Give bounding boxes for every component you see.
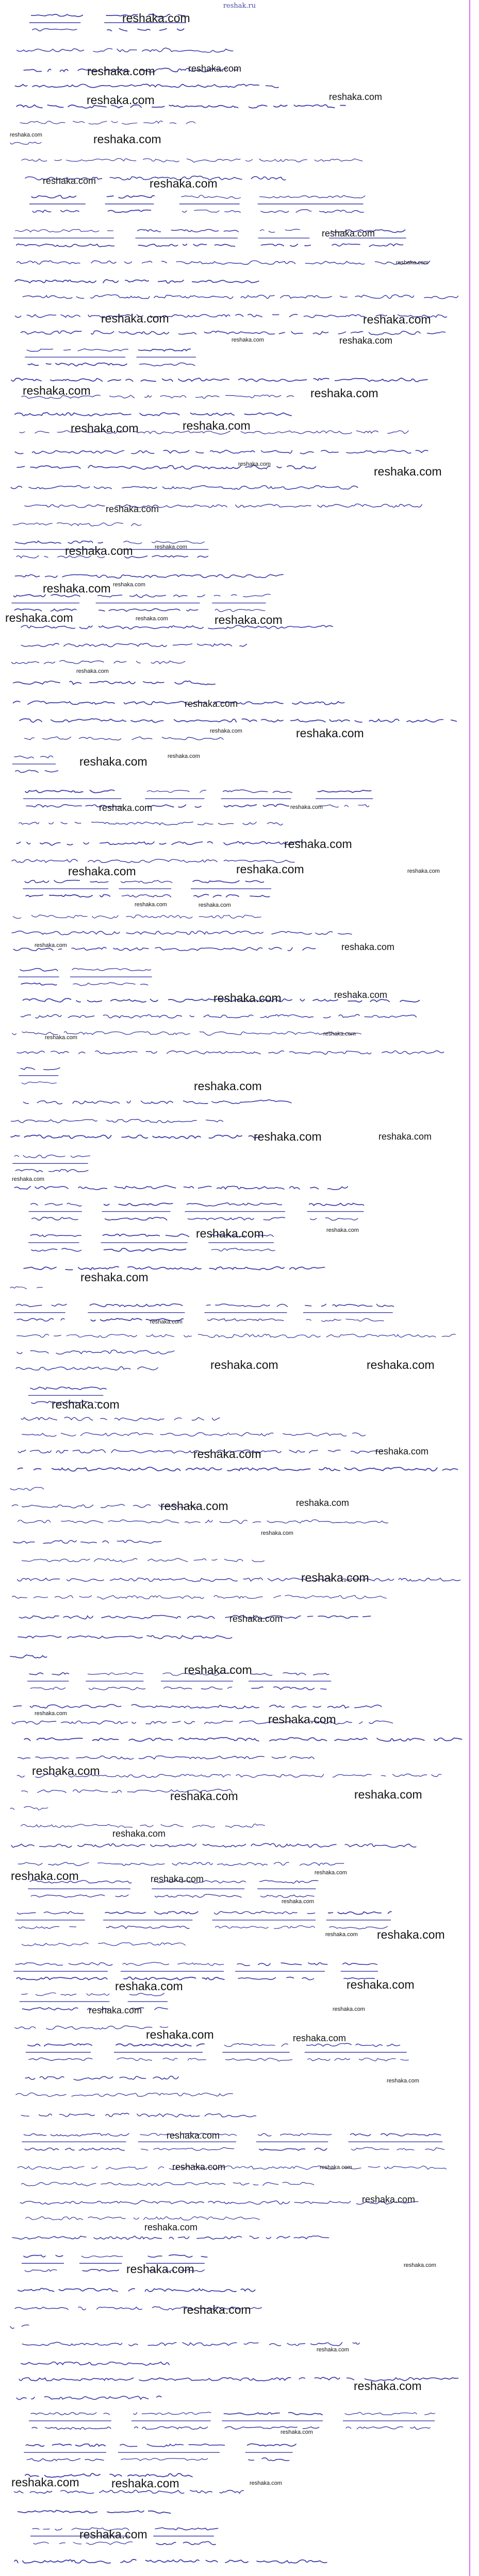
watermark-text: reshaka.com [5, 611, 73, 624]
watermark-text: reshaka.com [146, 2028, 214, 2041]
watermark-text: reshaka.com [167, 2130, 220, 2141]
watermark-text: reshaka.com [375, 1446, 429, 1456]
watermark-text: reshaka.com [43, 582, 111, 595]
watermark-text: reshaka.com [210, 1358, 278, 1371]
watermark-text: reshaka.com [333, 2006, 365, 2012]
watermark-text: reshaka.com [404, 2262, 436, 2268]
watermark-text: reshaka.com [89, 2005, 142, 2015]
watermark-text: reshaka.com [378, 1131, 432, 1142]
watermark-text: reshaka.com [185, 699, 238, 709]
watermark-text: reshaka.com [35, 1710, 67, 1717]
watermark-text: reshaka.com [362, 2194, 416, 2205]
watermark-text: reshaka.com [183, 419, 251, 432]
watermark-text: reshaka.com [329, 92, 383, 102]
watermark-text: reshaka.com [106, 504, 159, 514]
watermark-text: reshaka.com [150, 177, 218, 190]
watermark-text: reshaka.com [322, 228, 375, 239]
watermark-text: reshaka.com [346, 1978, 415, 1991]
watermark-text: reshaka.com [79, 2528, 147, 2541]
watermark-text: reshaka.com [43, 176, 96, 186]
watermark-text: reshaka.com [32, 1764, 100, 1777]
watermark-text: reshaka.com [374, 465, 442, 478]
watermark-text: reshaka.com [112, 1828, 166, 1839]
watermark-text: reshaka.com [170, 1789, 238, 1803]
watermark-text: reshaka.com [150, 1319, 183, 1325]
watermark-text: reshaka.com [232, 337, 264, 343]
watermark-text: reshaka.com [325, 1931, 358, 1938]
watermark-text: reshaka.com [317, 2347, 349, 2353]
watermark-text: reshaka.com [11, 2476, 79, 2489]
watermark-text: reshaka.com [122, 11, 190, 25]
watermark-text: reshaka.com [296, 1498, 350, 1508]
watermark-text: reshaka.com [188, 63, 242, 74]
watermark-text: reshaka.com [310, 386, 378, 400]
watermark-text: reshaka.com [396, 260, 428, 266]
watermark-text: reshaka.com [12, 1176, 44, 1182]
watermark-text: reshaka.com [301, 1571, 369, 1584]
watermark-text: reshaka.com [199, 902, 231, 908]
watermark-text: reshaka.com [155, 544, 187, 550]
watermark-text: reshaka.com [52, 1398, 120, 1411]
watermark-text: reshaka.com [363, 313, 431, 326]
watermark-text: reshaka.com [284, 837, 352, 851]
watermark-text: reshaka.com [168, 753, 200, 759]
watermark-text: reshaka.com [10, 132, 42, 138]
watermark-text: reshaka.com [196, 1227, 264, 1240]
watermark-text: reshaka.com [323, 1031, 356, 1037]
watermark-text: reshaka.com [261, 1530, 293, 1536]
watermark-text: reshaka.com [45, 1035, 77, 1041]
watermark-text: reshaka.com [71, 421, 139, 435]
watermark-text: reshaka.com [367, 1358, 435, 1371]
watermark-text: reshaka.com [334, 990, 388, 1000]
watermark-text: reshaka.com [113, 582, 145, 588]
watermark-text: reshaka.com [387, 2078, 419, 2084]
watermark-text: reshaka.com [293, 2033, 346, 2043]
watermark-text: reshaka.com [315, 1870, 347, 1876]
watermark-text: reshaka.com [341, 942, 395, 952]
watermark-text: reshaka.com [87, 64, 155, 78]
watermark-text: reshaka.com [250, 2480, 282, 2486]
watermark-text: reshaka.com [151, 1874, 204, 1884]
watermark-text: reshaka.com [115, 1979, 183, 1993]
watermark-text: reshaka.com [79, 755, 147, 768]
watermark-text: reshaka.com [210, 728, 242, 734]
watermark-text: reshaka.com [135, 902, 167, 908]
watermark-text: reshaka.com [126, 2262, 194, 2276]
watermark-text: reshaka.com [339, 335, 393, 346]
watermark-text: reshaka.com [236, 862, 304, 876]
watermark-text: reshaka.com [268, 1713, 336, 1726]
watermark-text: reshaka.com [377, 1928, 445, 1941]
watermark-text: reshaka.com [213, 991, 282, 1005]
watermark-text: reshaka.com [80, 1270, 148, 1284]
watermark-text: reshaka.com [296, 726, 364, 740]
watermark-text: reshaka.com [238, 461, 271, 467]
watermark-text: reshaka.com [229, 1614, 283, 1624]
watermark-text: reshaka.com [23, 384, 91, 397]
watermark-text: reshaka.com [214, 613, 283, 626]
watermark-text: reshaka.com [172, 2162, 226, 2172]
watermark-text: reshaka.com [320, 2164, 352, 2171]
watermark-text: reshaka.com [194, 1079, 262, 1093]
watermark-text: reshaka.com [111, 2477, 179, 2490]
watermark-text: reshaka.com [254, 1130, 322, 1143]
watermark-text: reshaka.com [193, 1447, 261, 1461]
watermark-text: reshaka.com [280, 2429, 313, 2435]
watermark-text: reshaka.com [35, 942, 67, 948]
watermark-text: reshaka.com [290, 804, 323, 810]
watermark-text: reshaka.com [93, 132, 161, 146]
watermark-text: reshaka.com [184, 1663, 252, 1676]
watermark-text: reshaka.com [101, 312, 169, 325]
watermark-text: reshaka.com [282, 1899, 314, 1905]
watermark-text: reshaka.com [136, 616, 168, 622]
watermark-text: reshaka.com [87, 93, 155, 107]
header-link[interactable]: reshak.ru [223, 2, 256, 10]
watermark-text: reshaka.com [354, 1788, 422, 1801]
watermark-text: reshaka.com [407, 868, 440, 874]
watermark-text: reshaka.com [99, 803, 153, 813]
watermark-text: reshaka.com [354, 2379, 422, 2393]
watermark-text: reshaka.com [160, 1499, 228, 1513]
watermark-text: reshaka.com [65, 544, 133, 557]
watermark-text: reshaka.com [144, 2222, 198, 2232]
watermark-text: reshaka.com [326, 1227, 359, 1233]
watermark-text: reshaka.com [183, 2303, 251, 2316]
watermark-text: reshaka.com [76, 668, 109, 674]
watermark-text: reshaka.com [68, 865, 136, 878]
watermark-text: reshaka.com [11, 1869, 79, 1883]
